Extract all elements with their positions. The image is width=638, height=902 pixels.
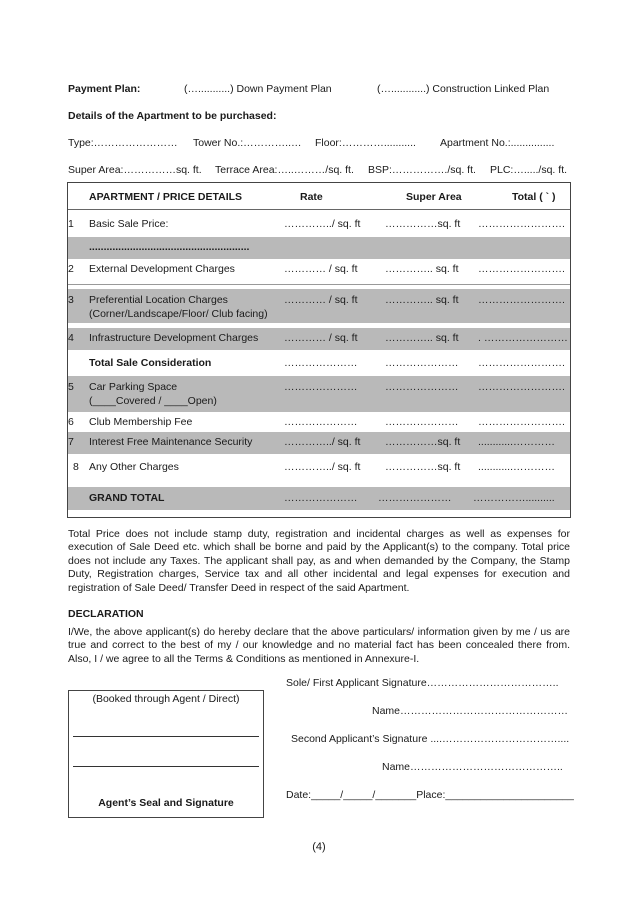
table-row	[68, 376, 570, 412]
row-number: 4	[68, 332, 74, 344]
row-rate[interactable]: …………………	[284, 357, 358, 369]
table-row	[68, 209, 570, 238]
plc-field[interactable]: PLC:…...../sq. ft.	[490, 164, 568, 176]
row-area[interactable]: …………………	[385, 416, 459, 428]
row-area[interactable]: …………………	[385, 357, 459, 369]
row-number: 3	[68, 294, 74, 306]
row-label: Car Parking Space	[89, 381, 178, 393]
table-row	[68, 454, 570, 487]
row-label: Club Membership Fee	[89, 416, 193, 428]
row-total[interactable]: ............…………	[478, 461, 556, 473]
row-rate[interactable]: ………… / sq. ft	[284, 294, 358, 306]
row-area[interactable]: …………………	[385, 381, 459, 393]
row-total[interactable]: …………………….	[478, 263, 565, 275]
down-payment-plan-option[interactable]: (…...........) Down Payment Plan	[184, 83, 332, 95]
row-total[interactable]: …………………….	[478, 357, 565, 369]
row-total[interactable]: . ……………………	[478, 332, 568, 344]
table-row	[68, 289, 570, 323]
row-number: 7	[68, 436, 74, 448]
row-total[interactable]: ……………..........	[473, 492, 555, 504]
page-number: (4)	[312, 841, 326, 853]
booked-through-label: (Booked through Agent / Direct)	[92, 693, 240, 705]
row-label: Interest Free Maintenance Security	[89, 436, 253, 448]
row-total[interactable]: …………………….	[478, 294, 565, 306]
agent-line-1[interactable]	[73, 736, 259, 737]
date-place-field[interactable]: Date:_____/_____/_______Place:______________________	[286, 789, 574, 801]
row-total[interactable]: …………………….	[478, 416, 565, 428]
row-area[interactable]: ………….. sq. ft	[385, 332, 459, 344]
row-rate[interactable]: ………… / sq. ft	[284, 332, 358, 344]
row-rate[interactable]: …………../ sq. ft	[284, 436, 361, 448]
bsp-field[interactable]: BSP:……………./sq. ft.	[368, 164, 476, 176]
row-rate[interactable]: …………………	[284, 416, 358, 428]
declaration-paragraph: I/We, the above applicant(s) do hereby declare that the above particulars/ information given by me / us are true and correct to the best of my / our knowledge and no material fact has been concealed there from. Also, I / we agree to all the Terms & Conditions as mentioned in Annexure-I.	[68, 626, 570, 665]
row-rate[interactable]: …………………	[284, 492, 358, 504]
construction-linked-plan-option[interactable]: (…............) Construction Linked Plan	[377, 83, 550, 95]
first-applicant-signature[interactable]: Sole/ First Applicant Signature………………………………..	[286, 677, 559, 689]
row-total[interactable]: …………………….	[478, 381, 565, 393]
agent-box	[68, 690, 264, 818]
price-note-paragraph: Total Price does not include stamp duty, registration and incidental charges as well as expenses for execution of Sale Deed etc. which shall be borne and paid by the Applicant(s) to the company. Total price does not include any Taxes. The applicant shall pay, as and when demanded by the Company, the Stamp Duty, Registration charges, Service tax and all other incidental and legal expenses for execution and registration of Sale Deed/ Transfer Deed in respect of the said Apartment.	[68, 528, 570, 594]
super-area-field[interactable]: Super Area:……………sq. ft.	[68, 164, 202, 176]
tower-field[interactable]: Tower No.:…………..…	[193, 137, 302, 149]
agent-seal-label: Agent’s Seal and Signature	[98, 797, 234, 809]
row-rate[interactable]: …………../ sq. ft	[284, 461, 361, 473]
row-label: Total Sale Consideration	[89, 357, 212, 369]
floor-field[interactable]: Floor:…………...........	[315, 137, 416, 149]
table-row	[68, 412, 570, 432]
row-area[interactable]: ………….. sq. ft	[385, 294, 459, 306]
table-row	[68, 432, 570, 454]
row-rate[interactable]: ………… / sq. ft	[284, 263, 358, 275]
row-label: Preferential Location Charges	[89, 294, 228, 306]
table-row	[68, 237, 570, 259]
terrace-area-field[interactable]: Terrace Area:…..………/sq. ft.	[215, 164, 354, 176]
row-label: Infrastructure Development Charges	[89, 332, 259, 344]
row-label[interactable]: .......................................................	[89, 241, 250, 253]
table-row-total-sale	[68, 350, 570, 376]
second-applicant-name[interactable]: Name……………………………………..	[382, 761, 563, 773]
row-number: 2	[68, 263, 74, 275]
table-header-row	[68, 183, 570, 209]
table-row-grand-total	[68, 487, 570, 510]
row-label: Any Other Charges	[89, 461, 179, 473]
row-label: Basic Sale Price:	[89, 218, 169, 230]
row-number: 8	[73, 461, 79, 473]
col-header-super-area: Super Area	[406, 191, 462, 203]
payment-plan-label: Payment Plan:	[68, 83, 141, 95]
row-number: 1	[68, 218, 74, 230]
type-field[interactable]: Type:……………………	[68, 137, 178, 149]
row-label: External Development Charges	[89, 263, 235, 275]
col-header-total: Total ( ` )	[512, 191, 556, 203]
row-label-secondary: (Corner/Landscape/Floor/ Club facing)	[89, 308, 268, 320]
parking-covered-open[interactable]: (____Covered / ____Open)	[89, 395, 217, 407]
table-row	[68, 328, 570, 350]
second-applicant-signature[interactable]: Second Applicant’s Signature ....……………………………....	[291, 733, 570, 745]
apartment-field[interactable]: Apartment No.:...............	[440, 137, 555, 149]
row-area[interactable]: ……………sq. ft	[385, 218, 461, 230]
declaration-heading: DECLARATION	[68, 608, 144, 620]
agent-line-2[interactable]	[73, 766, 259, 767]
table-row	[68, 259, 570, 284]
row-area[interactable]: …………………	[378, 492, 452, 504]
row-number: 5	[68, 381, 74, 393]
details-heading: Details of the Apartment to be purchased:	[68, 110, 277, 122]
row-area[interactable]: ………….. sq. ft	[385, 263, 459, 275]
row-rate[interactable]: …………../ sq. ft	[284, 218, 361, 230]
first-applicant-name[interactable]: Name…………………………………………	[372, 705, 569, 717]
row-number: 6	[68, 416, 74, 428]
row-area[interactable]: ……………sq. ft	[385, 436, 461, 448]
col-header-rate: Rate	[300, 191, 323, 203]
row-total[interactable]: …………………….	[478, 218, 565, 230]
price-details-table	[67, 182, 571, 518]
row-label: GRAND TOTAL	[89, 492, 165, 504]
row-rate[interactable]: …………………	[284, 381, 358, 393]
row-total[interactable]: ............…………	[478, 436, 556, 448]
row-area[interactable]: ……………sq. ft	[385, 461, 461, 473]
col-header-details: APARTMENT / PRICE DETAILS	[89, 191, 243, 203]
